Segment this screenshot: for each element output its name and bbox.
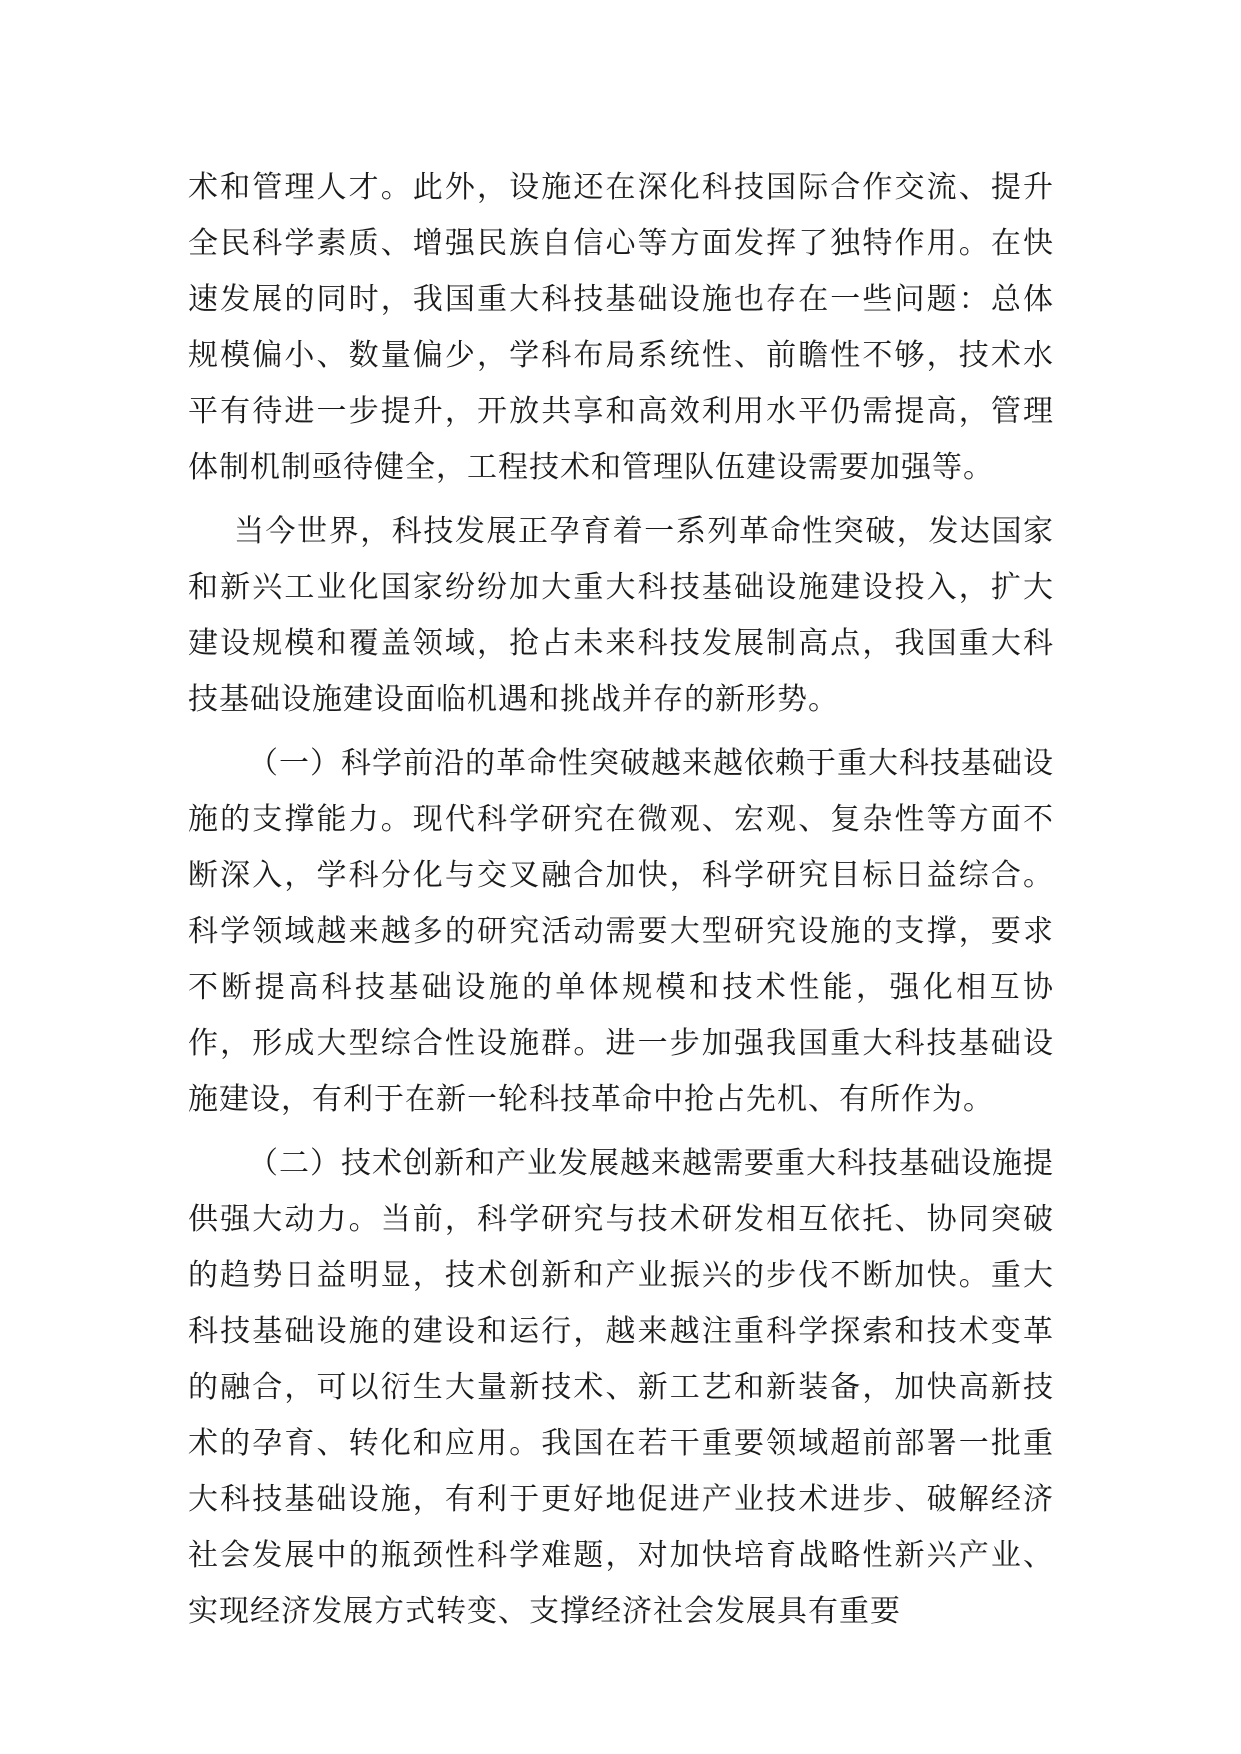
paragraph-section-two: （二）技术创新和产业发展越来越需要重大科技基础设施提供强大动力。当前，科学研究与技术研发相互依托、协同突破的趋势日益明显，技术创新和产业振兴的步伐不断加快。重大科技基础设施的建设和运行，越来越注重科学探索和技术变革的融合，可以衍生大量新技术、新工艺和新装备，加快高新技术的孕育、转化和应用。我国在若干重要领域超前部署一批重大科技基础设施，有利于更好地促进产业技术进步、破解经济社会发展中的瓶颈性科学难题，对加快培育战略性新兴产业、实现经济发展方式转变、支撑经济社会发展具有重要 bbox=[188, 1146, 1054, 1629]
paragraph-section-one: （一）科学前沿的革命性突破越来越依赖于重大科技基础设施的支撑能力。现代科学研究在微观、宏观、复杂性等方面不断深入，学科分化与交叉融合加快，科学研究目标日益综合。科学领域越来越多的研究活动需要大型研究设施的支撑，要求不断提高科技基础设施的单体规模和技术性能，强化相互协作，形成大型综合性设施群。进一步加强我国重大科技基础设施建设，有利于在新一轮科技革命中抢占先机、有所作为。 bbox=[188, 746, 1054, 1117]
paragraph-world-situation: 当今世界，科技发展正孕育着一系列革命性突破，发达国家和新兴工业化国家纷纷加大重大科技基础设施建设投入，扩大建设规模和覆盖领域，抢占未来科技发展制高点，我国重大科技基础设施建设面临机遇和挑战并存的新形势。 bbox=[188, 514, 1054, 717]
paragraph-continuation: 术和管理人才。此外，设施还在深化科技国际合作交流、提升全民科学素质、增强民族自信心等方面发挥了独特作用。在快速发展的同时，我国重大科技基础设施也存在一些问题：总体规模偏小、数量偏少，学科布局系统性、前瞻性不够，技术水平有待进一步提升，开放共享和高效利用水平仍需提高，管理体制机制亟待健全，工程技术和管理队伍建设需要加强等。 bbox=[188, 170, 1054, 485]
document-body bbox=[188, 160, 1054, 1640]
